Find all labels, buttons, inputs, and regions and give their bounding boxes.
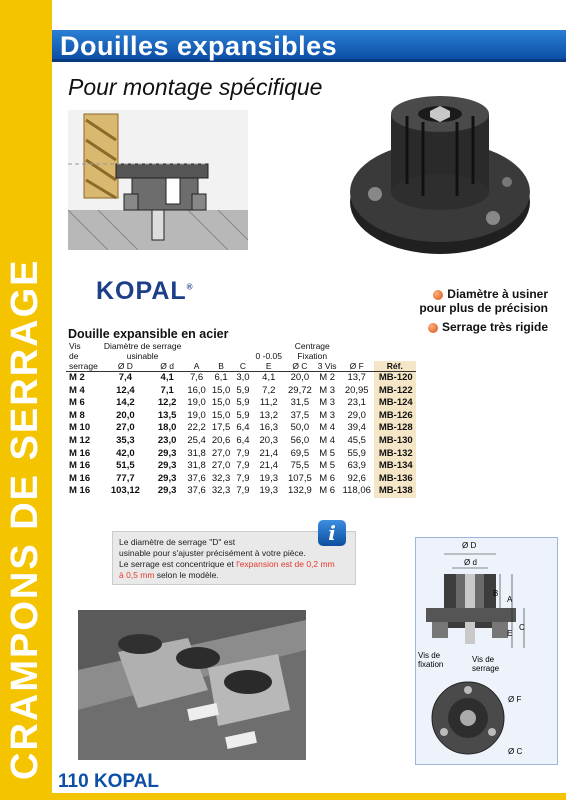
table-cell: 23,1 xyxy=(347,397,366,409)
label-vis-fixation-1: Vis de xyxy=(418,651,441,660)
bullet-icon xyxy=(428,323,438,333)
table-cell: 15,0 xyxy=(211,384,231,396)
table-cell: 107,5 xyxy=(288,472,312,484)
table-cell: 45,5 xyxy=(347,434,366,446)
section-illustration xyxy=(68,110,248,250)
table-row xyxy=(66,485,416,498)
table-cell: 27,0 xyxy=(116,422,135,434)
table-cell: 3,0 xyxy=(236,372,250,383)
table-cell: 23,0 xyxy=(157,434,177,446)
table-cell: M 10 xyxy=(69,422,91,434)
table-row xyxy=(66,435,416,448)
page-subtitle: Pour montage spécifique xyxy=(68,74,323,100)
table-cell: MB-134 xyxy=(374,460,416,473)
table-cell: 11,2 xyxy=(259,397,278,409)
product-photo xyxy=(335,84,545,264)
table-cell: M 12 xyxy=(69,434,91,446)
table-cell: M 6 xyxy=(319,472,336,484)
table-cell: M 3 xyxy=(319,409,336,421)
info-icon: i xyxy=(318,520,346,546)
table-cell: M 2 xyxy=(319,372,336,383)
table-cell: 37,6 xyxy=(187,485,206,497)
collet-drawing xyxy=(335,84,545,264)
table-cell: 21,4 xyxy=(259,447,279,459)
table-cell: M 5 xyxy=(319,447,336,459)
table-cell: M 6 xyxy=(319,485,336,497)
table-cell: 6,4 xyxy=(236,434,250,446)
table-cell: MB-120 xyxy=(374,372,416,385)
table-cell: 29,3 xyxy=(157,460,177,472)
table-cell: 56,0 xyxy=(290,434,310,446)
label-oc: Ø C xyxy=(508,747,523,756)
th-e: E xyxy=(253,361,285,372)
table-cell: 7,1 xyxy=(160,384,174,396)
title-bar xyxy=(52,30,566,62)
table-cell: 15,0 xyxy=(211,397,231,409)
note-line-1: Le diamètre de serrage "D" est xyxy=(119,537,236,547)
table-cell: M 6 xyxy=(69,397,85,409)
table-cell: MB-136 xyxy=(374,473,416,486)
table-row xyxy=(66,385,416,398)
table-cell: 16,3 xyxy=(259,422,279,434)
table-cell: M 4 xyxy=(319,422,336,434)
feature-2-text: Serrage très rigide xyxy=(441,320,548,334)
th-vis3: 3 Vis xyxy=(315,361,340,372)
table-cell: 12,2 xyxy=(157,397,177,409)
label-vis-serrage-2: serrage xyxy=(472,664,500,673)
table-cell: 42,0 xyxy=(116,447,135,459)
table-row xyxy=(66,397,416,410)
feature-1-text: Diamètre à usiner xyxy=(447,287,548,301)
table-cell: 14,2 xyxy=(116,397,135,409)
table-cell: 13,5 xyxy=(157,409,177,421)
table-cell: M 4 xyxy=(69,384,85,396)
table-cell: 5,9 xyxy=(236,409,250,421)
table-cell: 32,3 xyxy=(211,472,231,484)
table-row xyxy=(66,422,416,435)
page-number: 110 xyxy=(58,771,89,792)
th-odsmall: Ø d xyxy=(150,361,184,372)
table-cell: M 8 xyxy=(69,409,85,421)
table-cell: 6,1 xyxy=(214,372,228,383)
th-od: Ø D xyxy=(101,361,150,372)
table-cell: 4,1 xyxy=(262,372,276,383)
table-cell: M 5 xyxy=(319,460,336,472)
bullet-icon xyxy=(433,290,443,300)
th-diam-serrage: Diamètre de serrage xyxy=(103,341,182,351)
table-cell: 20,3 xyxy=(259,434,279,446)
note-line-4 xyxy=(119,570,335,581)
table-cell: M 4 xyxy=(319,434,336,446)
table-cell: 50,0 xyxy=(290,422,310,434)
table-cell: 19,3 xyxy=(259,472,279,484)
table-cell: 27,0 xyxy=(211,447,231,459)
th-usinable: usinable xyxy=(126,351,159,361)
note-line-4b: selon le modèle. xyxy=(154,570,219,580)
table-row xyxy=(66,448,416,461)
note-line-3b: l'expansion est de 0,2 mm xyxy=(236,559,335,569)
table-cell: 51,5 xyxy=(116,460,135,472)
label-a: A xyxy=(507,595,513,604)
table-cell: 29,3 xyxy=(157,447,177,459)
table-cell: 37,5 xyxy=(290,409,310,421)
table-cell: 25,4 xyxy=(187,434,206,446)
label-c: C xyxy=(519,623,525,632)
label-vis-fixation-2: fixation xyxy=(418,660,444,669)
footer-band xyxy=(52,793,566,800)
label-od: Ø D xyxy=(462,541,477,550)
table-row xyxy=(66,473,416,486)
note-line-3 xyxy=(119,559,335,570)
table-cell: 55,9 xyxy=(347,447,366,459)
table-cell: 19,3 xyxy=(259,485,279,497)
th-b: B xyxy=(209,361,234,372)
label-vis-serrage-1: Vis de xyxy=(472,655,495,664)
table-cell: 20,0 xyxy=(290,372,310,383)
dimension-drawing xyxy=(416,538,559,766)
table-cell: 7,9 xyxy=(236,485,250,497)
table-cell: 31,8 xyxy=(187,447,206,459)
table-cell: 22,2 xyxy=(187,422,206,434)
table-cell: M 16 xyxy=(69,460,91,472)
note-line-3a: Le serrage est concentrique et xyxy=(119,559,237,569)
table-cell: MB-128 xyxy=(374,422,416,435)
table-cell: 20,95 xyxy=(344,384,369,396)
note-line-2: usinable pour s'ajuster précisément à votre pièce. xyxy=(119,548,306,558)
table-cell: 21,4 xyxy=(259,460,279,472)
table-cell: 7,9 xyxy=(236,472,250,484)
table-cell: 29,72 xyxy=(288,384,312,396)
table-cell: 31,5 xyxy=(290,397,310,409)
table-cell: 18,0 xyxy=(157,422,177,434)
dimension-diagram xyxy=(415,537,558,765)
table-cell: 29,0 xyxy=(347,409,366,421)
table-cell: 77,7 xyxy=(116,472,135,484)
table-cell: 6,4 xyxy=(236,422,250,434)
table-cell: MB-126 xyxy=(374,410,416,423)
table-cell: 29,3 xyxy=(157,485,177,497)
table-cell: 13,2 xyxy=(259,409,279,421)
table-cell: MB-124 xyxy=(374,397,416,410)
kopal-logo: KOPAL® xyxy=(96,277,194,305)
table-cell: 92,6 xyxy=(347,472,366,484)
label-of: Ø F xyxy=(508,695,522,704)
spec-table xyxy=(66,341,416,498)
th-of: Ø F xyxy=(340,361,374,372)
th-fixation: Fixation xyxy=(297,351,328,361)
table-cell: 7,9 xyxy=(236,460,250,472)
table-cell: 27,0 xyxy=(211,460,231,472)
table-cell: 19,0 xyxy=(187,409,206,421)
table-cell: 20,6 xyxy=(211,434,231,446)
table-cell: M 2 xyxy=(69,372,85,383)
table-cell: 39,4 xyxy=(347,422,366,434)
table-cell: 132,9 xyxy=(288,485,312,497)
table-cell: MB-122 xyxy=(374,385,416,398)
table-cell: 7,9 xyxy=(236,447,250,459)
table-cell: 15,0 xyxy=(211,409,231,421)
note-line-4a: à 0,5 mm xyxy=(119,570,155,580)
th-oc: Ø C xyxy=(285,361,315,372)
table-cell: 17,5 xyxy=(211,422,231,434)
table-title: Douille expansible en acier xyxy=(68,327,229,341)
table-cell: 103,12 xyxy=(110,485,140,497)
feature-1b xyxy=(419,301,548,315)
table-cell: 29,3 xyxy=(157,472,177,484)
th-vis-2: de xyxy=(69,351,79,361)
table-row xyxy=(66,460,416,473)
th-vis-1: Vis xyxy=(69,341,81,351)
table-cell: 5,9 xyxy=(236,397,250,409)
table-cell: 13,7 xyxy=(347,372,366,383)
table-cell: 32,3 xyxy=(211,485,231,497)
table-cell: 69,5 xyxy=(290,447,310,459)
table-cell: 7,2 xyxy=(262,384,276,396)
table-cell: 5,9 xyxy=(236,384,250,396)
table-row xyxy=(66,410,416,423)
table-cell: 19,0 xyxy=(187,397,206,409)
fixture-photo xyxy=(78,610,306,760)
table-row xyxy=(66,372,416,385)
th-c: C xyxy=(233,361,252,372)
table-cell: 12,4 xyxy=(116,384,135,396)
fixture-drawing xyxy=(78,610,306,760)
logo-text: KOPAL xyxy=(96,277,187,305)
table-cell: MB-130 xyxy=(374,435,416,448)
table-cell: 7,4 xyxy=(118,372,132,383)
side-label: CRAMPONS DE SERRAGE xyxy=(4,258,46,780)
table-cell: 4,1 xyxy=(160,372,174,383)
section-drawing xyxy=(68,110,248,250)
table-cell: MB-132 xyxy=(374,448,416,461)
feature-1b-text: pour plus de précision xyxy=(419,301,548,315)
table-cell: MB-138 xyxy=(374,485,416,498)
th-a: A xyxy=(184,361,209,372)
table-cell: M 16 xyxy=(69,472,91,484)
th-tolerance: 0 -0.05 xyxy=(255,351,282,361)
table-cell: 7,6 xyxy=(189,372,204,383)
table-cell: M 16 xyxy=(69,447,91,459)
table-cell: M 3 xyxy=(319,384,336,396)
page-title: Douilles expansibles xyxy=(60,31,338,61)
page-footer xyxy=(58,771,159,793)
label-b: B xyxy=(493,589,499,598)
label-e: E xyxy=(507,629,513,638)
feature-1 xyxy=(433,287,548,301)
table-cell: 16,0 xyxy=(187,384,206,396)
feature-2 xyxy=(428,320,548,334)
table-cell: M 16 xyxy=(69,485,91,497)
table-cell: 75,5 xyxy=(290,460,310,472)
th-centrage: Centrage xyxy=(294,341,330,351)
label-odsmall: Ø d xyxy=(464,558,477,567)
table-cell: 37,6 xyxy=(187,472,206,484)
table-cell: 63,9 xyxy=(347,460,366,472)
table-cell: 20,0 xyxy=(116,409,135,421)
th-ref: Réf. xyxy=(374,361,416,372)
th-vis-3: serrage xyxy=(66,361,101,372)
table-cell: 31,8 xyxy=(187,460,206,472)
table-cell: 35,3 xyxy=(116,434,135,446)
table-cell: 118,06 xyxy=(342,485,371,497)
table-cell: M 3 xyxy=(319,397,336,409)
footer-brand: KOPAL xyxy=(93,771,160,792)
